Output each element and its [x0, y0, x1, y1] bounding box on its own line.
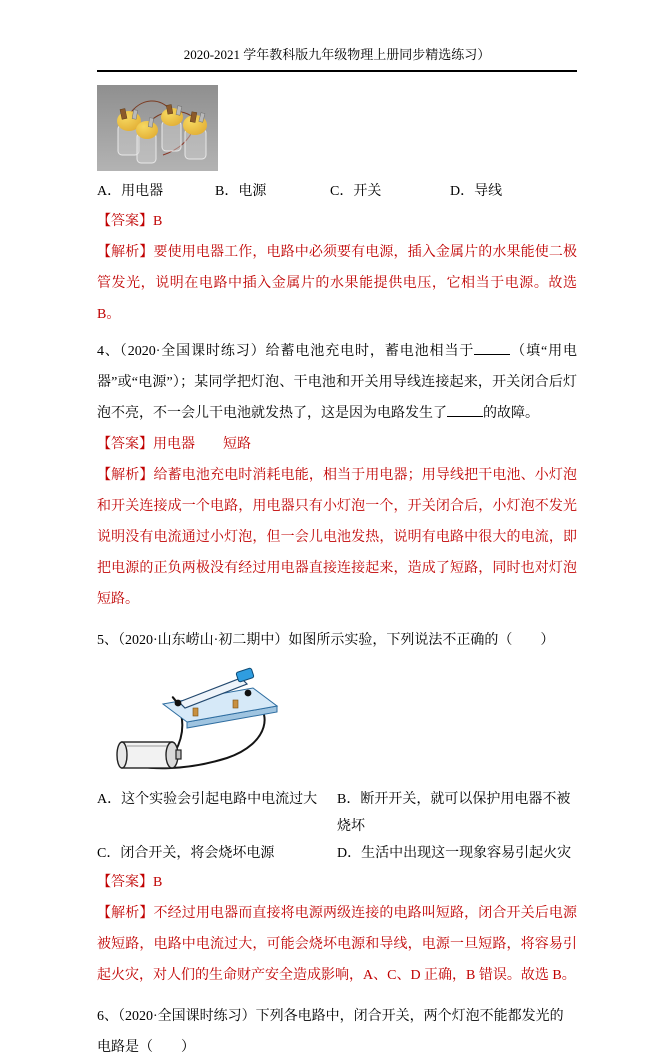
q4-answer: 【答案】用电器 短路	[97, 437, 251, 452]
q5-option-d: D．生活中出现这一现象容易引起火灾	[337, 846, 572, 861]
q3-options	[97, 177, 577, 206]
q3-analysis: 【解析】要使用电器工作，电路中必须要有电源，插入金属片的水果能使二极管发光，说明在电路中插入金属片的水果能提供电压，它相当于电源。故选 B。	[97, 245, 577, 322]
q5-option-c: C．闭合开关，将会烧坏电源	[97, 846, 275, 861]
q4-stem-part2: （填“用电器”或“电源”）；某同学把灯泡、干电池和开关用导线连接起来，开关闭合后灯泡不亮，不一会儿干电池就发热了，这是因为电路发生了	[97, 344, 577, 421]
q4-stem-part1: 4、（2020·全国课时练习）给蓄电池充电时，蓄电池相当于	[97, 344, 475, 359]
q5-answer: 【答案】B	[97, 875, 163, 890]
q4-stem	[97, 336, 577, 429]
fruit-battery-image	[97, 85, 218, 171]
q5-analysis: 【解析】不经过用电器而直接将电源两级连接的电路叫短路，闭合开关后电源被短路，电路中电流过大，可能会烧坏电源和导线，电源一旦短路，将容易引起火灾，对人们的生命财产安全造成影响，A、C、D 正确，B 错误。故选 B。	[97, 906, 577, 983]
document-page	[97, 0, 577, 1063]
q3-option-a: A．用电器	[97, 184, 164, 199]
circuit-diagram-image	[105, 660, 283, 780]
q5-options	[97, 786, 577, 867]
q3-option-b: B．电源	[215, 184, 267, 199]
q5-option-b: B．断开开关，就可以保护用电器不被烧坏	[337, 792, 571, 834]
q6-stem: 6、（2020·全国课时练习）下列各电路中，闭合开关，两个灯泡不能都发光的电路是（ ）	[97, 1009, 564, 1055]
q3-option-d: D．导线	[450, 184, 503, 199]
q5-stem: 5、（2020·山东崂山·初二期中）如图所示实验，下列说法不正确的（ ）	[97, 633, 555, 648]
header-title: 2020-2021 学年教科版九年级物理上册同步精选练习）	[183, 47, 491, 62]
q3-option-c: C．开关	[330, 184, 382, 199]
q5-option-a: A．这个实验会引起电路中电流过大	[97, 792, 318, 807]
q3-answer: 【答案】B	[97, 214, 163, 229]
document-header	[97, 44, 577, 72]
q4-stem-part3: 的故障。	[483, 406, 539, 421]
q4-analysis: 【解析】给蓄电池充电时消耗电能，相当于用电器；用导线把干电池、小灯泡和开关连接成一个电路，用电器只有小灯泡一个，开关闭合后，小灯泡不发光说明没有电流通过小灯泡，但一会儿电池发热，说明有电路中很大的电流，即把电源的正负两极没有经过用电器直接连接起来，造成了短路，同时也对灯泡短路。	[97, 468, 577, 607]
q4-blank-1	[474, 340, 510, 355]
q4-blank-2	[447, 402, 483, 417]
